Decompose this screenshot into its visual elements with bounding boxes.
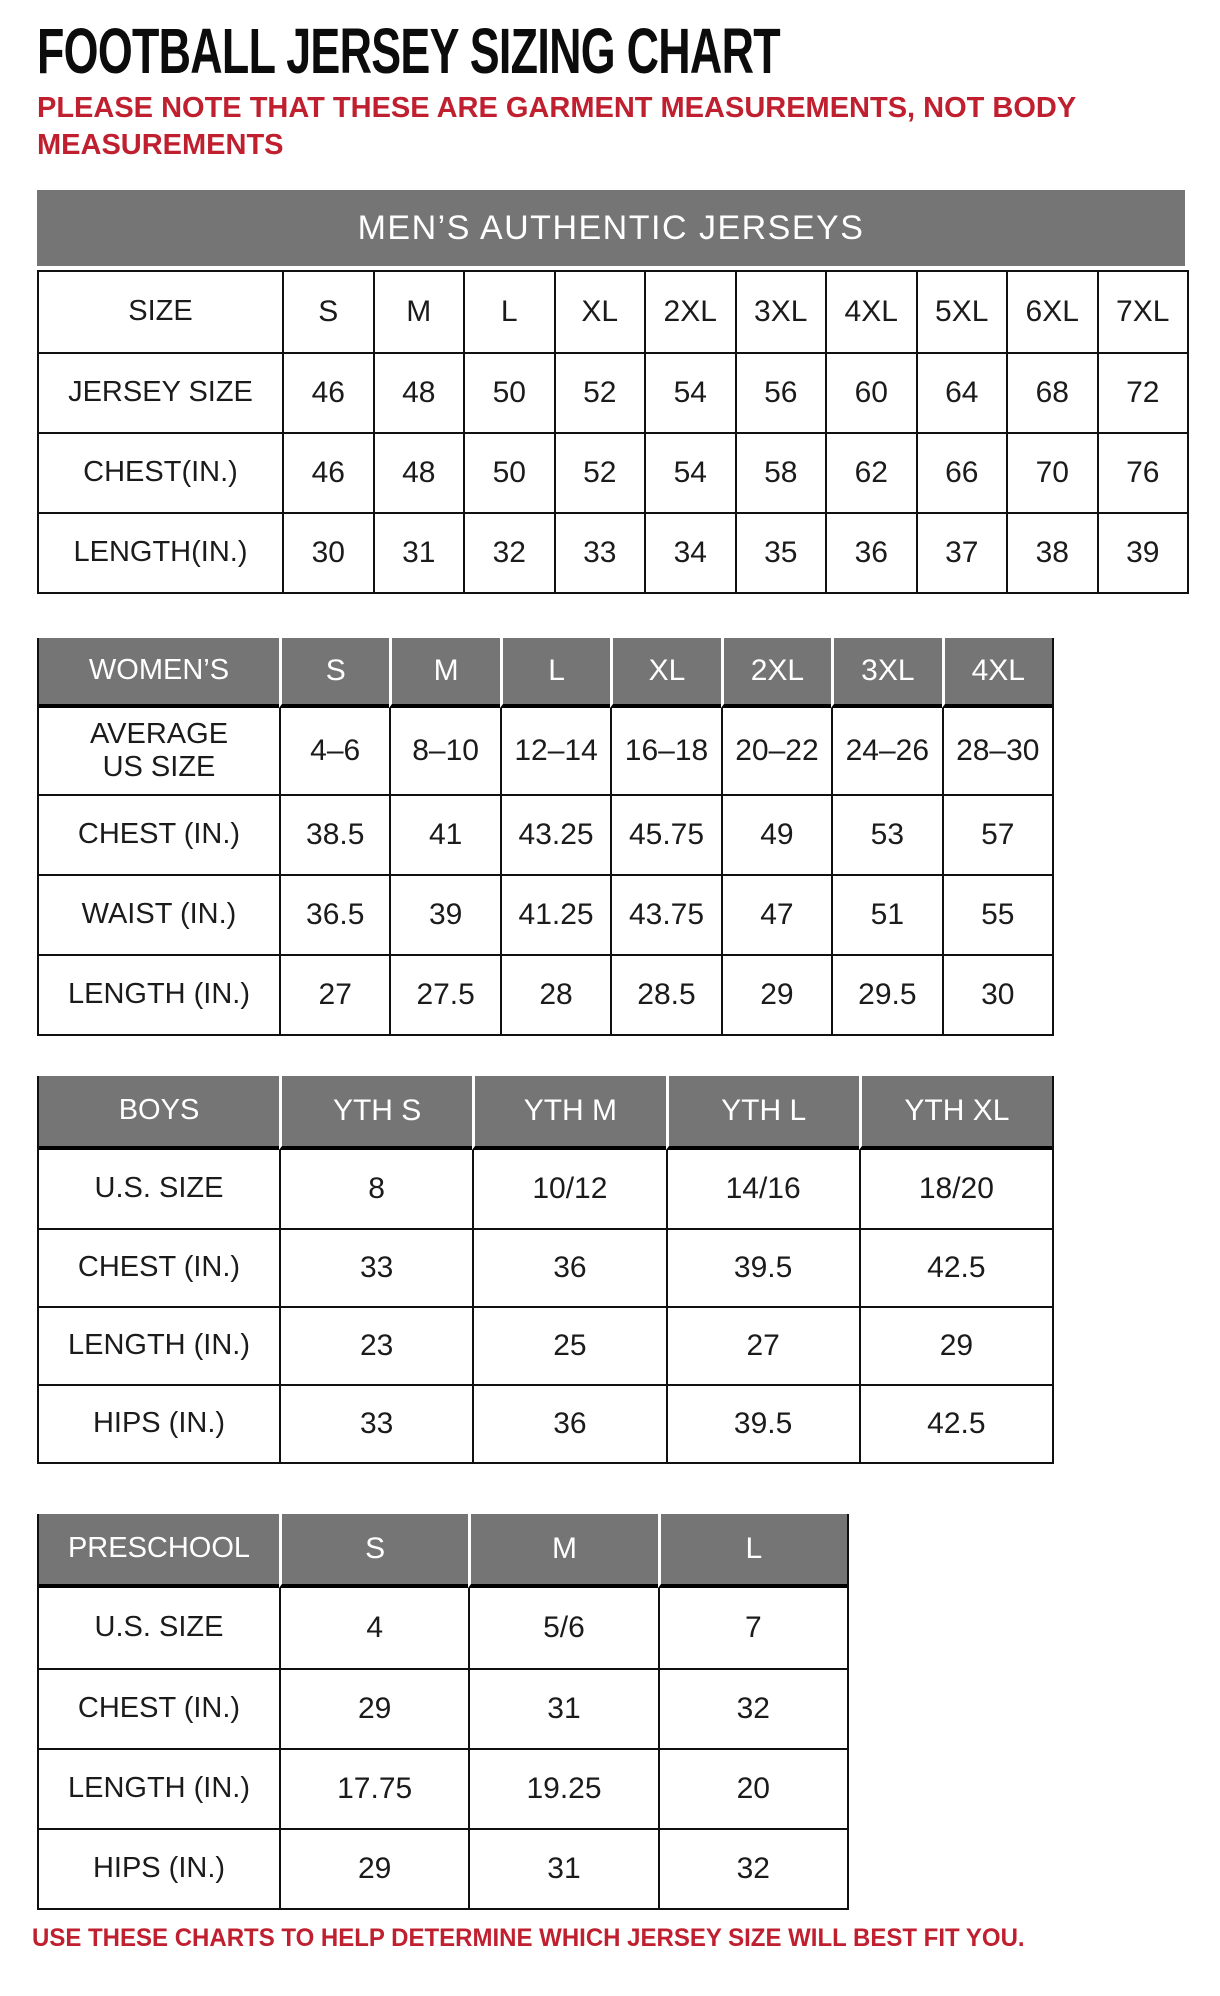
mens-row-0-value-4: 2XL xyxy=(644,272,735,352)
womens-row-3-value-5: 29.5 xyxy=(831,954,941,1034)
boys-row-2-label: LENGTH (IN.) xyxy=(39,1306,279,1384)
preschool-header-size-1: M xyxy=(468,1514,657,1588)
preschool-row-2-label: LENGTH (IN.) xyxy=(39,1748,279,1828)
womens-row-3-value-0: 27 xyxy=(279,954,389,1034)
womens-header-size-3: XL xyxy=(610,638,720,708)
womens-row-2-value-0: 36.5 xyxy=(279,874,389,954)
mens-row-2-value-8: 70 xyxy=(1006,432,1097,512)
preschool-header-size-2: L xyxy=(658,1514,847,1588)
boys-row-1-value-0: 33 xyxy=(279,1228,472,1306)
footer-text: USE THESE CHARTS TO HELP DETERMINE WHICH JERSEY SIZE WILL BEST FIT YOU. xyxy=(32,1924,1025,1952)
womens-row-0-value-1: 8–10 xyxy=(389,708,499,794)
mens-row-2-value-6: 62 xyxy=(825,432,916,512)
mens-row-0-label: SIZE xyxy=(128,295,193,328)
mens-row-3-label: LENGTH(IN.) xyxy=(39,512,282,592)
boys-row-3-value-3: 42.5 xyxy=(859,1384,1052,1462)
boys-row-1-value-3: 42.5 xyxy=(859,1228,1052,1306)
mens-row-3-value-3: 33 xyxy=(554,512,645,592)
womens-row-1-value-4: 49 xyxy=(721,794,831,874)
womens-row-1-value-3: 45.75 xyxy=(610,794,720,874)
mens-row-0-value-1: M xyxy=(373,272,464,352)
preschool-sizing-table xyxy=(37,1514,849,1910)
mens-table-banner: MEN’S AUTHENTIC JERSEYS xyxy=(37,190,1185,266)
mens-row-2-value-4: 54 xyxy=(644,432,735,512)
mens-row-3-value-6: 36 xyxy=(825,512,916,592)
boys-header-label: BOYS xyxy=(39,1076,279,1150)
womens-row-0-value-4: 20–22 xyxy=(721,708,831,794)
mens-row-3-value-4: 34 xyxy=(644,512,735,592)
preschool-row-0-value-1: 5/6 xyxy=(468,1588,657,1668)
womens-row-1-value-2: 43.25 xyxy=(500,794,610,874)
womens-row-1-label: CHEST (IN.) xyxy=(39,794,279,874)
boys-row-0-value-1: 10/12 xyxy=(472,1150,665,1228)
boys-sizing-table xyxy=(37,1076,1054,1464)
mens-row-1-label: JERSEY SIZE xyxy=(39,352,282,432)
mens-row-1-value-4: 54 xyxy=(644,352,735,432)
mens-row-0-value-7: 5XL xyxy=(916,272,1007,352)
womens-row-2-label: WAIST (IN.) xyxy=(39,874,279,954)
mens-row-3-value-0: 30 xyxy=(282,512,373,592)
preschool-row-1-value-1: 31 xyxy=(468,1668,657,1748)
boys-row-3-value-2: 39.5 xyxy=(666,1384,859,1462)
preschool-row-1-value-2: 32 xyxy=(658,1668,847,1748)
mens-row-3-value-9: 39 xyxy=(1097,512,1188,592)
preschool-row-3-value-2: 32 xyxy=(658,1828,847,1908)
preschool-row-2-value-0: 17.75 xyxy=(279,1748,468,1828)
boys-row-0-value-0: 8 xyxy=(279,1150,472,1228)
womens-header-size-4: 2XL xyxy=(721,638,831,708)
boys-row-2-value-2: 27 xyxy=(666,1306,859,1384)
boys-row-1-value-2: 39.5 xyxy=(666,1228,859,1306)
mens-row-2-label: CHEST(IN.) xyxy=(39,432,282,512)
womens-row-3-value-1: 27.5 xyxy=(389,954,499,1034)
mens-row-3-value-8: 38 xyxy=(1006,512,1097,592)
womens-row-1-value-0: 38.5 xyxy=(279,794,389,874)
womens-row-0-value-3: 16–18 xyxy=(610,708,720,794)
mens-row-1-value-8: 68 xyxy=(1006,352,1097,432)
boys-row-3-value-1: 36 xyxy=(472,1384,665,1462)
womens-row-2-value-4: 47 xyxy=(721,874,831,954)
boys-header-size-2: YTH L xyxy=(666,1076,859,1150)
mens-row-2-value-1: 48 xyxy=(373,432,464,512)
boys-row-1-value-1: 36 xyxy=(472,1228,665,1306)
preschool-row-0-label: U.S. SIZE xyxy=(94,1611,224,1644)
mens-row-0-value-9: 7XL xyxy=(1097,272,1188,352)
womens-row-2-value-1: 39 xyxy=(389,874,499,954)
womens-row-2-value-6: 55 xyxy=(942,874,1052,954)
sizing-chart-page xyxy=(0,15,1220,1953)
womens-row-2-value-2: 41.25 xyxy=(500,874,610,954)
mens-row-1-value-5: 56 xyxy=(735,352,826,432)
mens-row-0-value-0: S xyxy=(282,272,373,352)
mens-row-1-value-9: 72 xyxy=(1097,352,1188,432)
womens-header-size-6: 4XL xyxy=(942,638,1052,708)
mens-row-3-value-7: 37 xyxy=(916,512,1007,592)
mens-row-1-value-3: 52 xyxy=(554,352,645,432)
mens-row-0-value-6: 4XL xyxy=(825,272,916,352)
preschool-row-1-value-0: 29 xyxy=(279,1668,468,1748)
womens-row-3-value-2: 28 xyxy=(500,954,610,1034)
boys-row-0-label: U.S. SIZE xyxy=(94,1172,224,1205)
boys-row-2-value-1: 25 xyxy=(472,1306,665,1384)
mens-row-2-value-3: 52 xyxy=(554,432,645,512)
boys-row-2-value-0: 23 xyxy=(279,1306,472,1384)
boys-row-0-value-3: 18/20 xyxy=(859,1150,1052,1228)
mens-sizing-table xyxy=(37,270,1189,594)
mens-row-3-value-2: 32 xyxy=(463,512,554,592)
boys-header-size-1: YTH M xyxy=(472,1076,665,1150)
womens-row-0-value-0: 4–6 xyxy=(279,708,389,794)
womens-row-2-value-5: 51 xyxy=(831,874,941,954)
mens-row-3-value-5: 35 xyxy=(735,512,826,592)
boys-header-size-3: YTH XL xyxy=(859,1076,1052,1150)
mens-row-3-value-1: 31 xyxy=(373,512,464,592)
preschool-table-section xyxy=(37,1514,1220,1910)
womens-table-section xyxy=(37,638,1220,1036)
mens-row-0-value-2: L xyxy=(463,272,554,352)
womens-row-3-value-3: 28.5 xyxy=(610,954,720,1034)
womens-header-size-0: S xyxy=(279,638,389,708)
boys-row-2-value-3: 29 xyxy=(859,1306,1052,1384)
preschool-header-size-0: S xyxy=(279,1514,468,1588)
womens-row-2-value-3: 43.75 xyxy=(610,874,720,954)
mens-row-2-value-2: 50 xyxy=(463,432,554,512)
mens-row-1-value-7: 64 xyxy=(916,352,1007,432)
mens-row-0-value-3: XL xyxy=(554,272,645,352)
womens-header-size-2: L xyxy=(500,638,610,708)
boys-table-section xyxy=(37,1076,1220,1464)
mens-row-1-value-2: 50 xyxy=(463,352,554,432)
mens-row-1-value-6: 60 xyxy=(825,352,916,432)
preschool-row-3-value-1: 31 xyxy=(468,1828,657,1908)
mens-row-2-value-9: 76 xyxy=(1097,432,1188,512)
mens-row-0-value-8: 6XL xyxy=(1006,272,1097,352)
womens-row-0-value-5: 24–26 xyxy=(831,708,941,794)
preschool-row-2-value-1: 19.25 xyxy=(468,1748,657,1828)
womens-header-size-5: 3XL xyxy=(831,638,941,708)
preschool-row-3-value-0: 29 xyxy=(279,1828,468,1908)
boys-header-size-0: YTH S xyxy=(279,1076,472,1150)
boys-row-1-label: CHEST (IN.) xyxy=(39,1228,279,1306)
mens-row-1-value-0: 46 xyxy=(282,352,373,432)
womens-row-1-value-1: 41 xyxy=(389,794,499,874)
page-title: FOOTBALL JERSEY SIZING CHART xyxy=(37,15,780,87)
mens-row-2-value-5: 58 xyxy=(735,432,826,512)
womens-row-1-value-6: 57 xyxy=(942,794,1052,874)
womens-row-0-value-6: 28–30 xyxy=(942,708,1052,794)
mens-row-1-value-1: 48 xyxy=(373,352,464,432)
preschool-row-2-value-2: 20 xyxy=(658,1748,847,1828)
womens-row-0-value-2: 12–14 xyxy=(500,708,610,794)
mens-row-2-value-7: 66 xyxy=(916,432,1007,512)
garment-measurements-note: PLEASE NOTE THAT THESE ARE GARMENT MEASUREMENTS, NOT BODY MEASUREMENTS xyxy=(37,92,1076,161)
preschool-row-1-label: CHEST (IN.) xyxy=(39,1668,279,1748)
boys-row-3-label: HIPS (IN.) xyxy=(39,1384,279,1462)
preschool-header-label: PRESCHOOL xyxy=(39,1514,279,1588)
mens-row-0-value-5: 3XL xyxy=(735,272,826,352)
womens-sizing-table xyxy=(37,638,1054,1036)
womens-row-0-label: AVERAGE US SIZE xyxy=(89,717,229,783)
preschool-row-0-value-0: 4 xyxy=(279,1588,468,1668)
preschool-row-3-label: HIPS (IN.) xyxy=(39,1828,279,1908)
womens-header-size-1: M xyxy=(389,638,499,708)
womens-row-3-label: LENGTH (IN.) xyxy=(39,954,279,1034)
mens-table-section xyxy=(37,190,1220,594)
womens-row-3-value-4: 29 xyxy=(721,954,831,1034)
boys-row-3-value-0: 33 xyxy=(279,1384,472,1462)
boys-row-0-value-2: 14/16 xyxy=(666,1150,859,1228)
womens-row-3-value-6: 30 xyxy=(942,954,1052,1034)
womens-header-label: WOMEN’S xyxy=(39,638,279,708)
mens-row-2-value-0: 46 xyxy=(282,432,373,512)
preschool-row-0-value-2: 7 xyxy=(658,1588,847,1668)
womens-row-1-value-5: 53 xyxy=(831,794,941,874)
